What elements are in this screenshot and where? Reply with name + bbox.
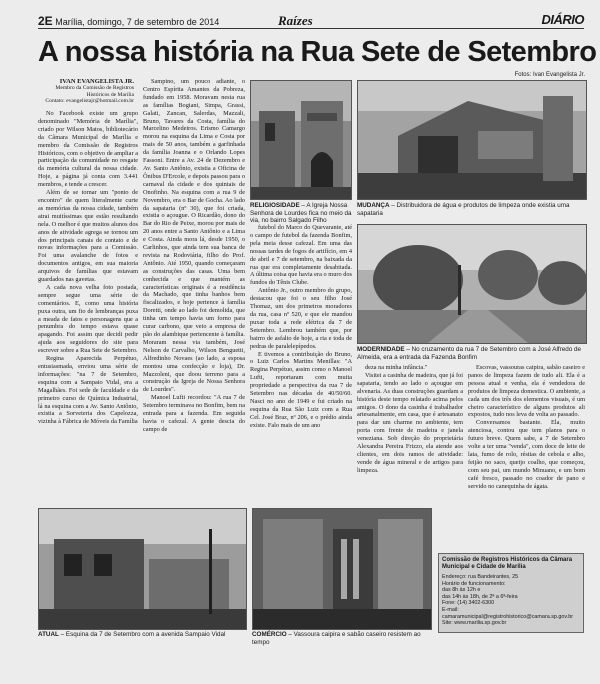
paragraph: Conversamos bastante. Ela, muito atenciosa, contou que tem planos para o futuro breve. Quem sabe, a 7 de Setembro volte a ter uma "venda", com doce de leite de lata, fumo de rolo, réstias de cebola e alho, feijão no saco, queijo coalho, que começou, com seu pai, um mundo Minuano, e um bom café fresco, passado no coador de pano e servido no canequinha de ágata. [468,419,585,490]
author-name: IVAN EVANGELISTA JR. [59,78,134,85]
author-contact: Contato: evangelistajr@hotmail.com.br [45,98,134,105]
info-line: Fone: (14) 3402-6300 [442,600,495,607]
caption-text: Esquina da 7 de Setembro com a avenida Sampaio Vidal [65,631,226,638]
paragraph: E tivemos a contribuição do Bruno, o Luiz Carlos Martins Menillas: "A Regina Perpétuo, assim como o Manoel Lufti, reportaram com muita propriedade a perspectiva da rua 7 de Setembro nas décadas de 40/50/60. Nasci no ano de 1949 e fui criado na esquina da Rua São Luiz com a Rua Cel. José Braz, nº 206, e o prédio ainda existe. Falo mais de um ano [250,350,352,429]
article-column-4 [357,364,463,501]
info-line: E-mail: [442,606,459,613]
paragraph: Antônio Jr., outro membro do grupo, destacou que foi o seu filho José Thomaz, um dos primeiros moradores da rua, casa nº 520, e que ele mandou puxar toda a rede elétrica da 7 de Setembro. Lembrou também que, por bairro de asfalto de hoje, a ria e toda de pedras de paralelepípedos. [250,287,352,350]
masthead [38,14,584,29]
photo-intersection [357,224,587,344]
paragraph: Além de se tornar um "ponto de encontro" de quem literalmente curte as memórias da nossa cidade, também atrai muitíssimas que estão resultando nela. O melhor é que muitos alunos dos anos de atividade agrega se tornou um dos principais canais de contato e de novas informações para a Comissão. Foi uma avalanche de fotos e documentos antigos, em sua maioria arquivos de famílias que estavam guardados nas gavetas. [38,189,138,284]
info-line: das 8h às 12h e [442,587,481,594]
dateline: Marília, domingo, 7 de setembro de 2014 [55,17,220,27]
paragraph: Regina Aparecida Perpétuo, entusiasmada, enviou uma série de informações: "na 7 de Setembro, esquina com a Sampaio Vidal, era a Magalhães. Foi sede de faculdade e da primeiro curso de Química Industrial, lá na esquina com a Av. Santo Antônio, existia a Sorveteria dos Capelozza, vizinha à Fábrica de Móveis da Família [38,355,138,426]
photo-corner [38,508,247,630]
info-line: das 14h às 18h, de 2ª a 6ª-feira [442,593,518,600]
info-line: Horário de funcionamento: [442,580,506,587]
paragraph: No Facebook existe um grupo denominado "Memória de Marília", criado por Wilson Matos, bibliotecário da Câmara Municipal de Marília e membro da Comissão de Registros Históricos, com o objetivo de ampliar a participação da comunidade no resgate da memória cultural da nossa cidade. Hoje, a página já conta com 3.441 membros, e tende a crescer. [38,110,138,189]
article-column-3 [250,224,352,501]
photo-credit: Fotos: Ivan Evangelista Jr. [514,72,585,78]
caption-title: COMÉRCIO [252,631,287,638]
caption-title: ATUAL [38,631,59,638]
page-number: 2E [38,14,53,28]
caption-title: MODERNIDADE [357,346,405,353]
info-line: camaramunicipal@registrohistorico@camara.sp.gov.br [442,613,573,620]
paragraph: Escovas, vassouras caipira, sabão caseiro e panos de limpeza fazem de tudo ali. Ela é a pessoa atual e venha, ela é vendedora de produtos de limpeza domestica. O ambiente, a cada um dos três dos elementos visuais, é um cheiro característico de alguns produtos ali expostos, tudo nos leva de volta ao passado. [468,364,585,419]
photo-church [250,80,352,200]
paragraph: Sampino, um pouco adiante, o Centro Espírita Amantes da Pobreza, fundado em 1958. Moravam nesta rua as famílias Bogiani, Simpa, Grassi, Galati, Zancan, Salerdas, Mazzali, Bruno, Tavares da Costa, família do Marcelino Medeiros. Erismo Camargo morou na esquina da Lima e Costa por mais de 50 anos, também a garfinhada da família Joanna e o Orlando Lopes Fassoni. Entre a Av. 24 de Dezembro e Av. Santo Antônio, existia a Oficina de Ônibus D'Ercole, e depois passou para o carnaval da cidade e dos quintais de Onofinho. Na esquina com a rua 9 de Novembro, era o Bar de Gocha. Ao lado da sapataria (nº 30), que foi criada, existia o açougue. O Ricardão, dono do Bar do Rio de Peixe, morou por mais de 20 anos entre a Santo Antônio e a Lima e Costa. Ainda mora lá, desde 1950, o Carlinhos, que ainda tem sua banca de revista na Rodoviária, filho do Prof. Antônio. Até 1950, quando começaram as construções das casas. Uma bem conhecida e que mantém as características originais é a residência da Machado, que tinha banhos bem fiscalizados, e hoje pertence à família Doretti, onde ao lado foi demolida, que tinha um tempo havia um forno para curar carbono, que veio a empresa de pão do alambique pertencente à família. Moraram nessa via também, José Nelson de Carvalho, Wilson Benguetti, Alfredinho Novaes (ao lado, a esposa montou uma confecção e loja), Dr. Mazzoleni, que doou terreno para a construção da Igreja de Nossa Senhora de Lourdes". [143,78,245,394]
article-column-1 [38,110,138,501]
paragraph: futebol do Marco do Quevarante, até o campo de futebol da fazenda Bonfim, pela meia desse cafezal. Em uma das nossas tardes de fogos de artifício, em 4 de abril e 7 de setembro, na baixada da rua que era completamente desabitada. A última coisa que havia era o muro dos fundos do Tênis Clube. [250,224,352,287]
caption-modernidade: MODERNIDADE – No cruzamento da rua 7 de Setembro com a José Alfredo de Almeida, era a entrada da Fazenda Bonfim [357,346,582,361]
photo-shop-interior [252,508,432,630]
paragraph: Manoel Lufti recordou: "A rua 7 de Setembro terminava no Bonfim, bem na entrada para a fazenda. Em seguida havia o cafezal. A gente descia do campo de [143,394,245,433]
paragraph: deza na minha infância." [365,364,428,371]
info-box-title: Comissão de Registros Históricos da Câmara Municipal e Cidade de Marília [442,557,573,570]
caption-text: No cruzamento da rua 7 de Setembro com a José Alfredo de Almeida, era a entrada da Fazenda Bonfim [357,346,582,361]
newspaper-logo: DIÁRIO [541,12,584,27]
caption-religiosidade: RELIGIOSIDADE – A Igreja Nossa Senhora de Lourdes fica no meio da via, no bairro Salgado Filho [250,202,352,225]
info-line: Site: www.marilia.sp.gov.br [442,620,507,627]
headline: A nossa história na Rua Sete de Setembro [38,36,597,68]
section-name: Raízes [278,13,313,28]
caption-text: A Igreja Nossa Senhora de Lourdes fica no meio da via, no bairro Salgado Filho [250,202,352,225]
photo-shop [357,80,587,200]
paragraph: Visitei a casinha de madeira, que já foi sapataria, tendo ao lado o açougue em alvenaria. As duas construções guardam a história deste tempo relatado acima pelos amigos. O dono da casinha é trabalhador artesanalmente, em casa, que é artesanato para dar um charme no ambiente, tem porta com frente de madeira e janela veneziana. Sob direção do proprietária Alexandra Pereira Frizzo, ela atende aos clientes, em dois ramos de atividade: vende de água mineral e de artigos para limpeza. [357,371,463,474]
byline [38,78,134,105]
author-role: Membro da Comissão de Registros Históricos de Marília [55,85,134,98]
caption-comercio: COMÉRCIO – Vassoura caipira e sabão caseiro resistem ao tempo [252,631,421,646]
caption-text: Distribuidora de água e produtos de limpeza onde existia uma sapataria [357,202,570,217]
caption-title: RELIGIOSIDADE [250,202,300,209]
info-line: Endereço: rua Bandeirantes, 25 [442,574,519,580]
article-column-2 [143,78,245,501]
caption-text: Vassoura caipira e sabão caseiro resistem ao tempo [252,631,421,646]
paragraph: A cada nova velha foto postada, sempre segue uma série de comentários. E, como uma história puxa outra, um fio de lembranças puxa a meada de fatos e personagens que a penumbra do tempo estava quase apagando. Foi assim que decidi pedir ajuda aos seguidores do site para escrever sobre a Rua Sete de Setembro. [38,283,138,355]
article-column-5 [468,364,585,549]
caption-title: MUDANÇA [357,202,390,209]
caption-mudanca: MUDANÇA – Distribuidora de água e produtos de limpeza onde existia uma sapataria [357,202,570,217]
masthead-dateline-group [38,14,219,28]
info-box [438,553,584,633]
caption-atual: ATUAL – Esquina da 7 de Setembro com a avenida Sampaio Vidal [38,631,226,638]
